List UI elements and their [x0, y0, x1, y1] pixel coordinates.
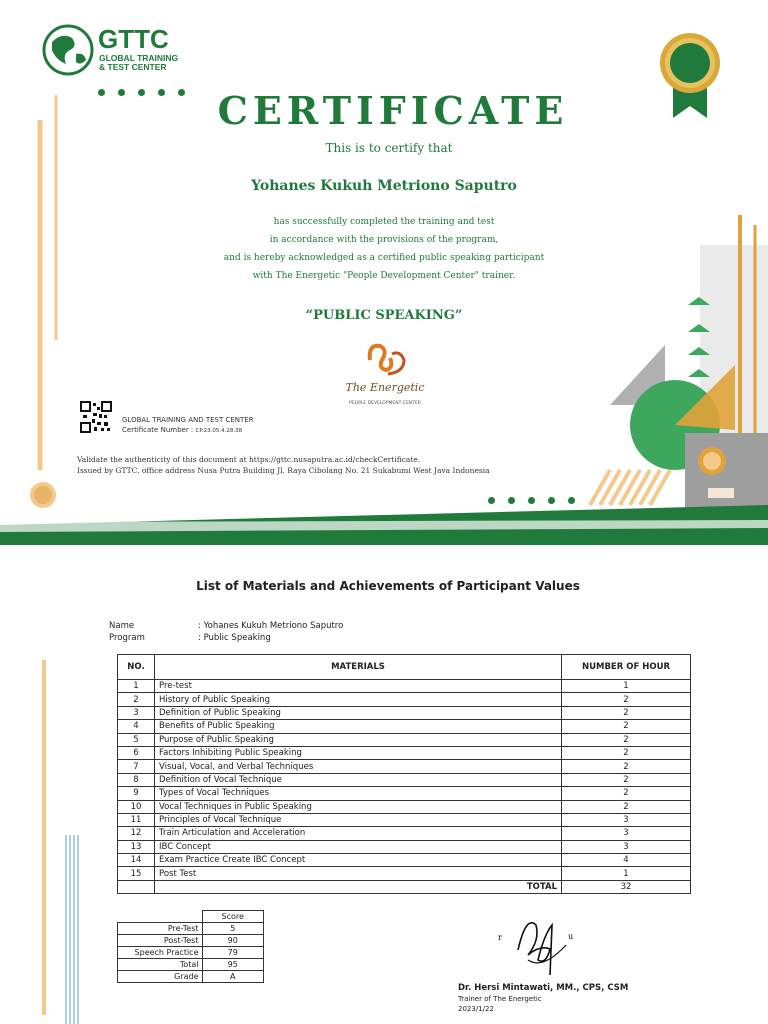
table-row — [118, 680, 691, 693]
cell-hours: 1 — [562, 867, 691, 880]
cell-material: Pre-test — [155, 680, 562, 693]
cell-no: 10 — [118, 800, 155, 813]
table-row — [118, 733, 691, 746]
cell-material: Principles of Vocal Technique — [155, 813, 562, 826]
cert-number-label: Certificate Number : — [122, 426, 194, 434]
cell-no: 3 — [118, 706, 155, 719]
body-line: in accordance with the provisions of the program, — [269, 235, 499, 245]
cell-hours: 4 — [562, 854, 691, 867]
col-no: NO. — [118, 655, 155, 680]
cell-no: 11 — [118, 813, 155, 826]
score-value: 95 — [202, 959, 264, 971]
cell-hours: 2 — [562, 800, 691, 813]
cell-no: 15 — [118, 867, 155, 880]
cell-material: Definition of Public Speaking — [155, 706, 562, 719]
score-label: Pre-Test — [118, 923, 203, 935]
issuer-name: GLOBAL TRAINING AND TEST CENTER — [122, 416, 254, 424]
table-row — [118, 813, 691, 826]
cell-no: 4 — [118, 720, 155, 733]
score-label: Grade — [118, 971, 203, 983]
validation-info — [77, 454, 490, 476]
cell-material: History of Public Speaking — [155, 693, 562, 706]
participant-name: Yohanes Kukuh Metriono Saputro — [251, 178, 517, 194]
cell-material: IBC Concept — [155, 840, 562, 853]
cell-no: 14 — [118, 854, 155, 867]
score-value: 90 — [202, 935, 264, 947]
signature-icon — [488, 905, 578, 983]
table-row — [118, 773, 691, 786]
materials-heading: List of Materials and Achievements of Participant Values — [196, 579, 580, 593]
cell-hours: 2 — [562, 760, 691, 773]
cell-hours: 3 — [562, 840, 691, 853]
table-row — [118, 760, 691, 773]
validate-link-text[interactable]: Validate the authenticity of this document at https://gttc.nusaputra.ac.id/checkCertificate. — [77, 455, 421, 464]
org-line2: & TEST CENTER — [99, 62, 167, 72]
body-line: and is hereby acknowledged as a certified public speaking participant — [223, 253, 545, 263]
qr-code-icon[interactable] — [80, 401, 112, 433]
table-row — [118, 854, 691, 867]
cell-no: 12 — [118, 827, 155, 840]
score-table — [117, 910, 264, 983]
cell-hours: 3 — [562, 813, 691, 826]
cell-material: Definition of Vocal Technique — [155, 773, 562, 786]
partner-name: The Energetic — [345, 381, 425, 394]
cell-no: 7 — [118, 760, 155, 773]
body-line: with The Energetic "People Development Center" trainer. — [252, 271, 516, 281]
cell-material: Benefits of Public Speaking — [155, 720, 562, 733]
cell-material: Vocal Techniques in Public Speaking — [155, 800, 562, 813]
cell-no: 8 — [118, 773, 155, 786]
cell-hours: 2 — [562, 746, 691, 759]
cell-material: Factors Inhibiting Public Speaking — [155, 746, 562, 759]
energetic-logo-icon — [360, 338, 412, 382]
table-row — [118, 827, 691, 840]
certificate-title: CERTIFICATE — [217, 88, 569, 133]
cell-no: 5 — [118, 733, 155, 746]
cert-number: CP.23.05.4.28.38 — [195, 428, 243, 434]
globe-icon — [42, 24, 94, 76]
cell-material: Visual, Vocal, and Verbal Techniques — [155, 760, 562, 773]
svg-text:u: u — [568, 932, 574, 941]
body-line: has successfully completed the training and test — [273, 217, 495, 227]
participant-info — [109, 620, 343, 644]
total-value: 32 — [562, 880, 691, 893]
name-value: : Yohanes Kukuh Metriono Saputro — [198, 621, 344, 631]
sign-date: 2023/1/22 — [458, 1005, 494, 1013]
table-row — [118, 800, 691, 813]
score-row — [118, 935, 264, 947]
partner-tagline: PEOPLE DEVELOPMENT CENTER — [349, 401, 421, 406]
score-row — [118, 947, 264, 959]
cell-no: 6 — [118, 746, 155, 759]
org-line1: GLOBAL TRAINING — [99, 53, 179, 63]
score-label: Speech Practice — [118, 947, 203, 959]
issued-by-text: Issued by GTTC, office address Nusa Putra Building Jl. Raya Cibolang No. 21 Sukabumi West Java Indonesia — [77, 466, 490, 475]
cell-material: Purpose of Public Speaking — [155, 733, 562, 746]
table-row — [118, 720, 691, 733]
cell-hours: 2 — [562, 693, 691, 706]
cell-material: Types of Vocal Techniques — [155, 787, 562, 800]
org-short-name: GTTC — [98, 24, 169, 54]
table-row — [118, 787, 691, 800]
cell-hours: 2 — [562, 787, 691, 800]
score-header: Score — [202, 911, 264, 923]
score-value: A — [202, 971, 264, 983]
signer-name: Dr. Hersi Mintawati, MM., CPS, CSM — [458, 983, 629, 993]
table-row — [118, 746, 691, 759]
table-row — [118, 840, 691, 853]
score-row — [118, 923, 264, 935]
cell-hours: 2 — [562, 706, 691, 719]
name-label: Name — [109, 621, 135, 631]
svg-text:r: r — [498, 933, 502, 942]
score-value: 79 — [202, 947, 264, 959]
certificate-number-row — [122, 426, 242, 434]
signer-role: Trainer of The Energetic — [458, 995, 542, 1003]
score-value: 5 — [202, 923, 264, 935]
table-row — [118, 867, 691, 880]
program-value: : Public Speaking — [198, 633, 271, 643]
table-row — [118, 693, 691, 706]
col-materials: MATERIALS — [155, 655, 562, 680]
score-label: Post-Test — [118, 935, 203, 947]
gttc-logo — [42, 24, 94, 80]
cell-no: 13 — [118, 840, 155, 853]
cell-hours: 2 — [562, 733, 691, 746]
col-hours: NUMBER OF HOUR — [562, 655, 691, 680]
cell-material: Post Test — [155, 867, 562, 880]
cell-material: Train Articulation and Acceleration — [155, 827, 562, 840]
materials-table — [117, 654, 691, 894]
score-row — [118, 959, 264, 971]
cell-no: 9 — [118, 787, 155, 800]
total-label: TOTAL — [155, 880, 562, 893]
certificate-subtitle: This is to certify that — [325, 141, 453, 155]
program-label: Program — [109, 633, 145, 643]
program-title: “PUBLIC SPEAKING” — [305, 308, 463, 323]
table-row — [118, 706, 691, 719]
cell-no: 2 — [118, 693, 155, 706]
cell-hours: 3 — [562, 827, 691, 840]
org-full-name — [99, 54, 178, 72]
cell-hours: 1 — [562, 680, 691, 693]
materials-body — [118, 680, 691, 881]
cell-material: Exam Practice Create IBC Concept — [155, 854, 562, 867]
cell-hours: 2 — [562, 773, 691, 786]
cell-hours: 2 — [562, 720, 691, 733]
score-row — [118, 971, 264, 983]
certificate-body — [0, 213, 768, 285]
score-label: Total — [118, 959, 203, 971]
cell-no: 1 — [118, 680, 155, 693]
